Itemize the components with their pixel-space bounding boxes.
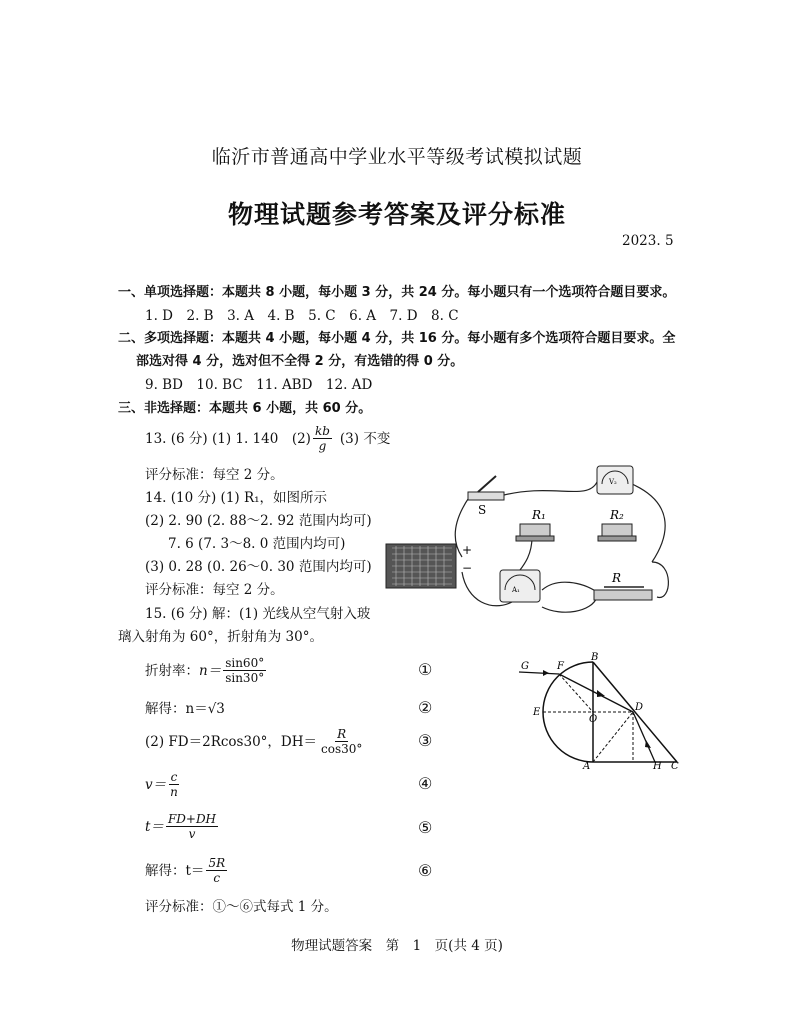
resistor-r2-base	[598, 536, 636, 541]
q15-intro-line2: 璃入射角为 60°，折射角为 30°。	[118, 629, 323, 645]
q15-eq1-label: 折射率：	[145, 662, 199, 679]
q15-score: 评分标准：①～⑥式每式 1 分。	[145, 899, 338, 915]
wire	[500, 482, 597, 496]
section3-heading: 三、非选择题：本题共 6 小题，共 60 分。	[118, 401, 372, 416]
section2-answers: 9. BD 10. BC 11. ABD 12. AD	[145, 377, 373, 393]
q13-fraction	[313, 424, 332, 453]
exam-title: 临沂市普通高中学业水平等级考试模拟试题	[211, 146, 583, 168]
page-title: 物理试题参考答案及评分标准	[227, 200, 566, 229]
q13-answer	[145, 424, 390, 453]
circuit-diagram	[382, 462, 682, 622]
switch-base	[468, 492, 504, 500]
q15-marker-1: ①	[418, 660, 433, 679]
minus-label: −	[462, 561, 473, 575]
q15-marker-4: ④	[418, 774, 433, 793]
label-e: E	[533, 707, 541, 718]
q15-eq3-frac	[319, 727, 364, 756]
ray-arrow-1	[543, 670, 549, 676]
plus-label: +	[462, 543, 473, 557]
dashed-normal	[559, 674, 593, 712]
wire	[632, 484, 665, 562]
wire	[542, 597, 597, 612]
q15-eq6-a: 解得：t＝	[145, 862, 205, 879]
q13-suffix: (3) 不变	[339, 430, 391, 447]
rheostat-label: R	[612, 571, 622, 585]
q14-score: 评分标准：每空 2 分。	[145, 582, 284, 598]
q14-line1: 14. (10 分) (1) R₁，如图所示	[145, 490, 328, 506]
q15-eq2: 解得：n＝√3	[145, 701, 225, 717]
q15-eq1	[145, 656, 268, 685]
resistor-r1-icon	[520, 524, 550, 536]
q14-line4: (3) 0. 28 (0. 26～0. 30 范围内均可)	[145, 559, 372, 575]
q14-line2: (2) 2. 90 (2. 88～2. 92 范围内均可)	[145, 513, 372, 529]
q15-eq3-den: cos30°	[321, 742, 363, 756]
q15-marker-6: ⑥	[418, 861, 433, 880]
q15-eq6-frac	[206, 856, 227, 885]
wire	[542, 582, 597, 592]
q15-eq1-lhs: n＝	[199, 662, 222, 679]
page-footer: 物理试题答案 第 1 页(共 4 页)	[291, 938, 503, 954]
q15-eq5-den: v	[188, 827, 196, 841]
switch-label: S	[478, 503, 487, 517]
q15-marker-2: ②	[418, 698, 433, 717]
q15-eq4-frac	[168, 770, 180, 799]
q15-eq3	[145, 727, 366, 756]
exit-ray	[633, 712, 655, 762]
ray-arrow-2	[597, 690, 605, 697]
switch-lever	[478, 476, 496, 492]
q15-eq1-num: sin60°	[225, 656, 265, 670]
q15-eq3-a: (2) FD＝2Rcos30°，DH＝	[145, 733, 317, 750]
optics-diagram	[515, 652, 695, 770]
q13-frac-den: g	[318, 439, 327, 453]
q15-eq3-num: R	[337, 727, 347, 741]
q15-eq5-lhs: t＝	[145, 818, 164, 835]
ammeter-label: A₁	[512, 586, 520, 594]
q15-intro-line1: 15. (6 分) 解：(1) 光线从空气射入玻	[145, 606, 371, 622]
q15-eq4-lhs: v＝	[145, 776, 167, 793]
resistor-r1-base	[516, 536, 554, 541]
wire	[652, 562, 668, 597]
q15-marker-3: ③	[418, 731, 433, 750]
q15-eq5-frac	[166, 812, 218, 841]
q15-eq1-den: sin30°	[225, 671, 265, 685]
q15-eq4-num: c	[170, 770, 178, 784]
rheostat-icon	[594, 590, 652, 600]
label-h: H	[653, 761, 662, 770]
label-o: O	[589, 714, 598, 725]
section2-heading-line2: 部选对得 4 分，选对但不全得 2 分，有选错的得 0 分。	[136, 354, 464, 369]
wire	[517, 537, 532, 574]
label-c: C	[671, 761, 679, 770]
solar-panel-icon	[386, 544, 456, 588]
q15-eq1-frac	[223, 656, 266, 685]
label-f: F	[557, 661, 564, 672]
voltmeter-label: V₂	[609, 478, 617, 486]
incident-ray	[519, 672, 559, 674]
q15-marker-5: ⑤	[418, 818, 433, 837]
q13-frac-num: kb	[314, 424, 330, 438]
resistor-r1-label: R₁	[532, 508, 546, 522]
label-g: G	[521, 661, 529, 672]
q15-eq6-num: 5R	[208, 856, 226, 870]
q15-eq6	[145, 856, 229, 885]
q15-eq5	[145, 812, 220, 841]
dashed-ad	[593, 712, 633, 762]
section2-heading-line1: 二、多项选择题：本题共 4 小题，每小题 4 分，共 16 分。每小题有多个选项符合题目要求。全	[118, 331, 676, 346]
q13-score: 评分标准：每空 2 分。	[145, 467, 284, 483]
ray-arrow-3	[645, 740, 651, 748]
refracted-ray	[559, 674, 633, 712]
date-label: 2023. 5	[622, 233, 674, 249]
q15-eq4	[145, 770, 182, 799]
q15-eq5-num: FD+DH	[167, 812, 217, 826]
q15-eq4-den: n	[170, 785, 178, 799]
label-b: B	[591, 652, 599, 663]
label-d: D	[635, 702, 644, 713]
section1-answers: 1. D 2. B 3. A 4. B 5. C 6. A 7. D 8. C	[145, 308, 459, 324]
q13-prefix: 13. (6 分) (1) 1. 140 (2)	[145, 430, 311, 447]
q14-line3: 7. 6 (7. 3～8. 0 范围内均可)	[168, 536, 346, 552]
resistor-r2-label: R₂	[610, 508, 624, 522]
q15-eq6-den: c	[213, 871, 221, 885]
resistor-r2-icon	[602, 524, 632, 536]
label-a: A	[583, 761, 591, 770]
section1-heading: 一、单项选择题：本题共 8 小题，每小题 3 分，共 24 分。每小题只有一个选项符合题目要求。	[118, 285, 676, 300]
